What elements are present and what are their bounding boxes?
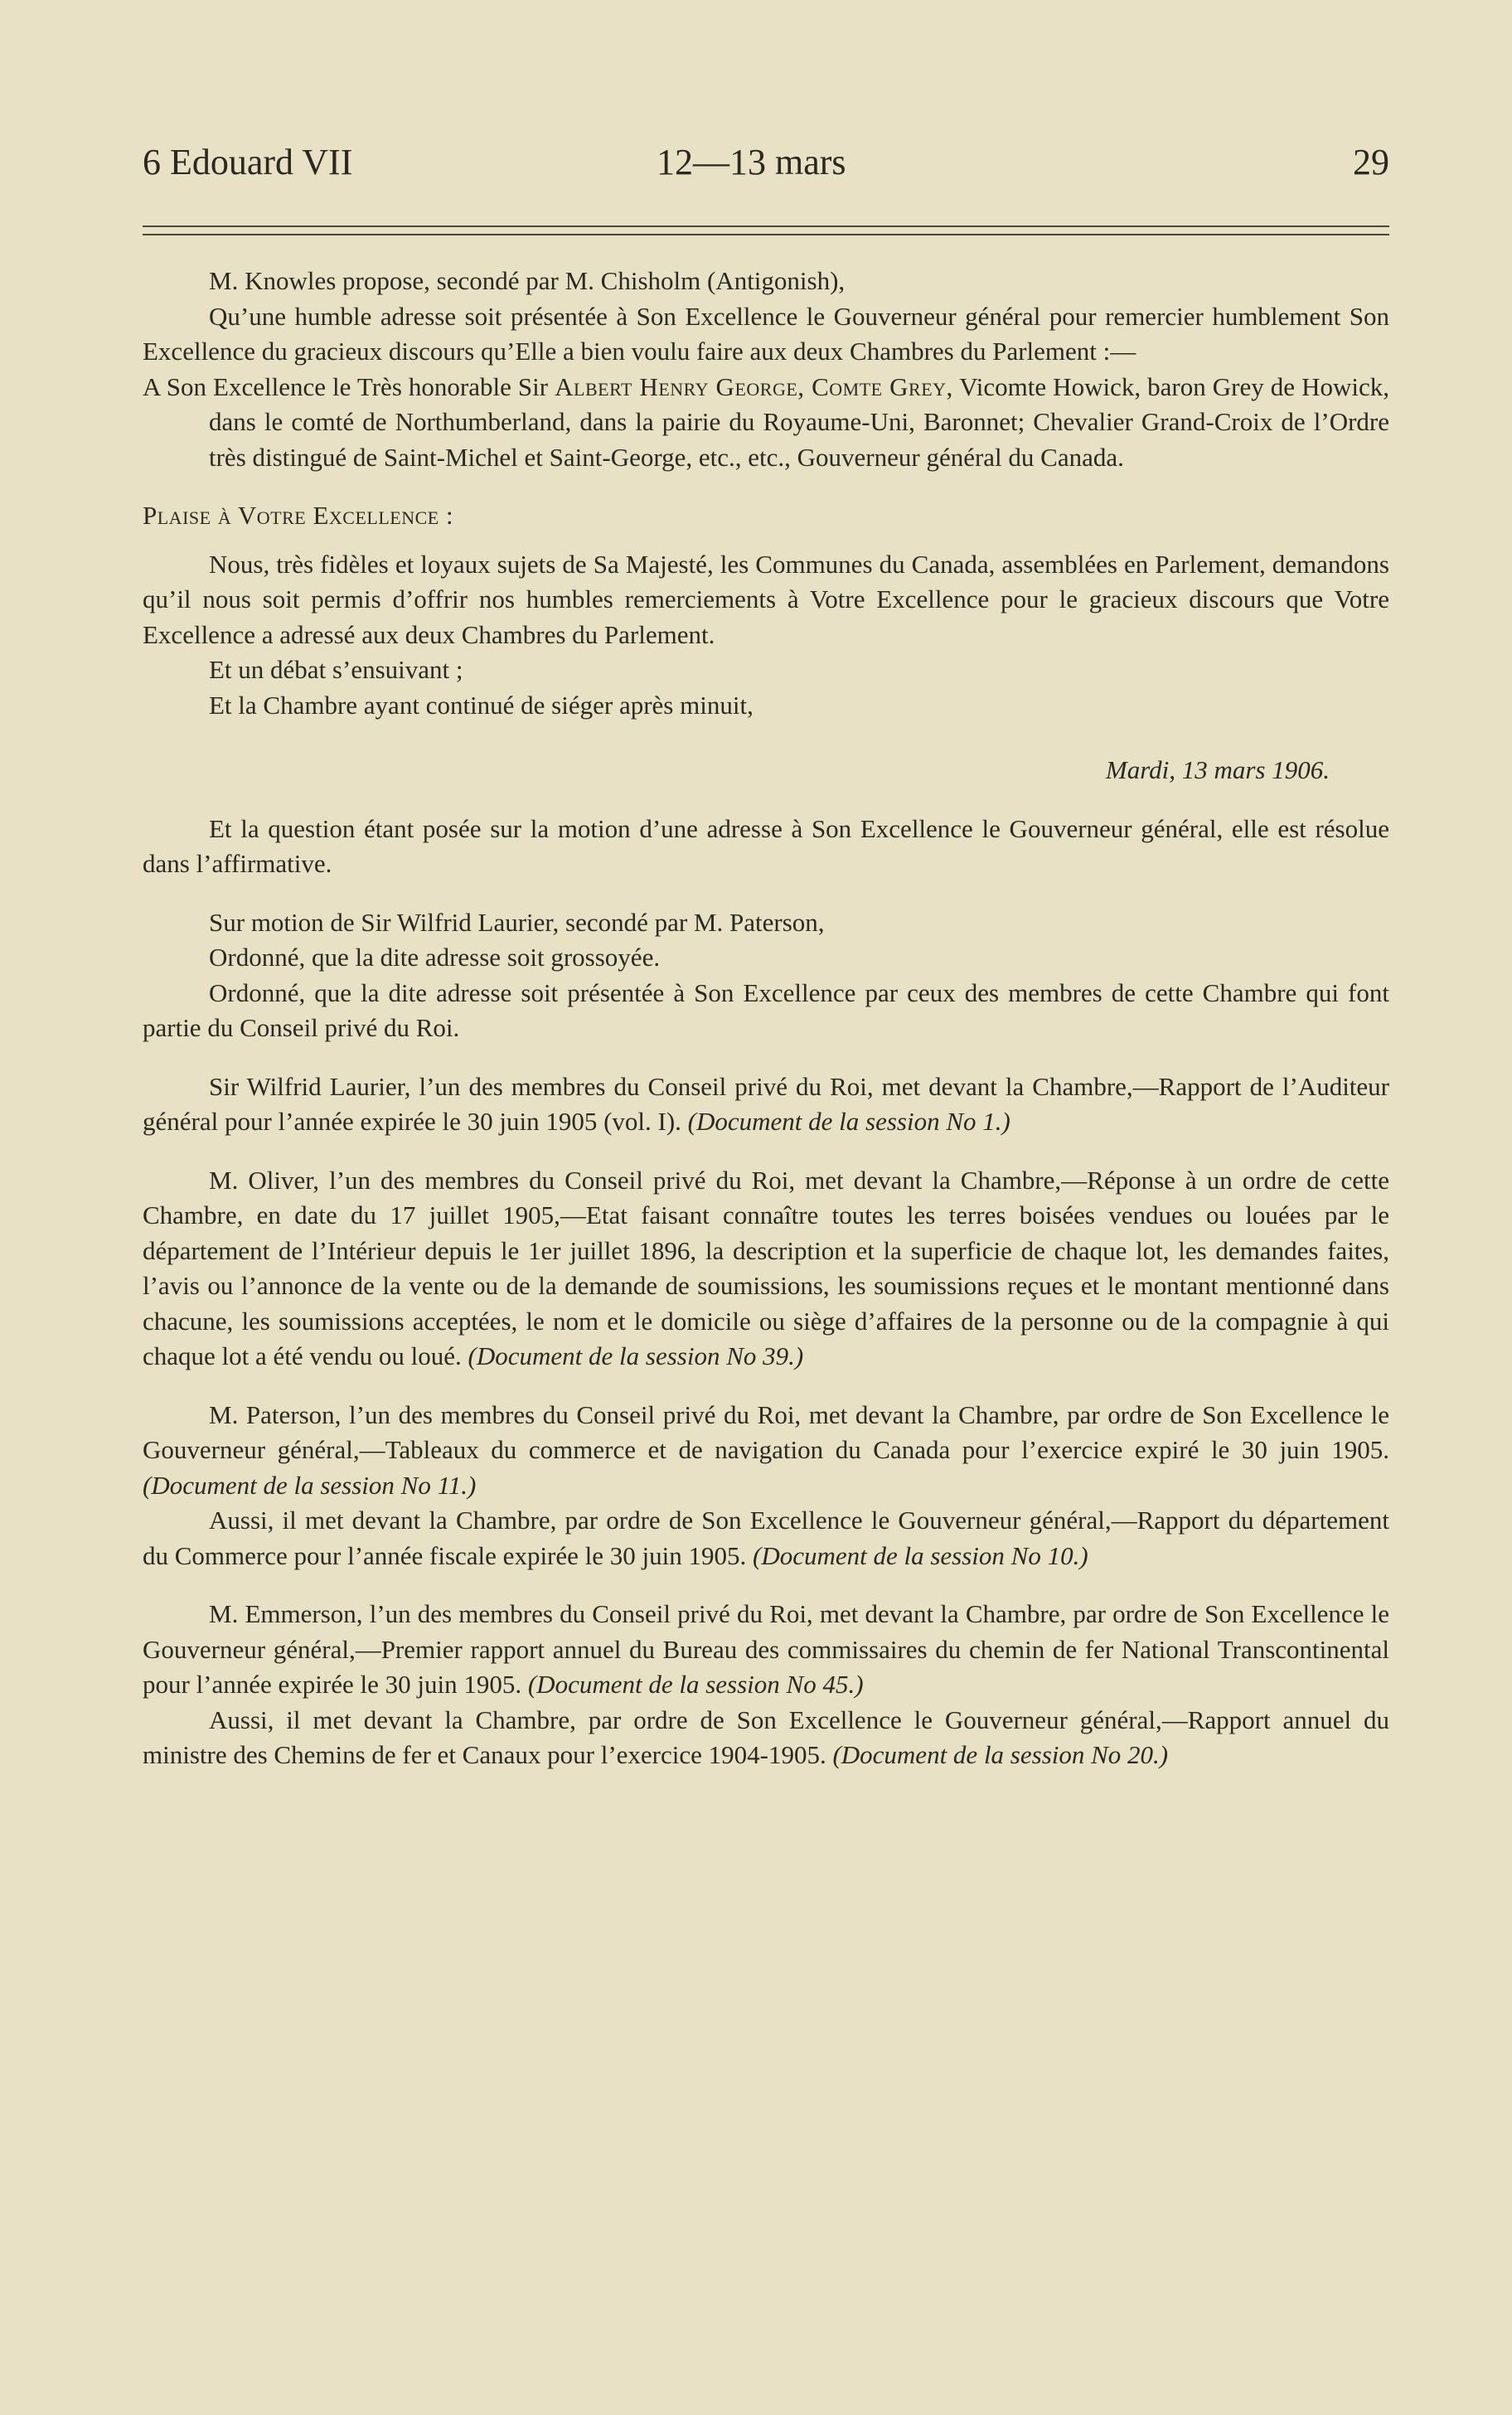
railways-report: Aussi, il met devant la Chambre, par ordre de Son Excellence le Gouverneur général,—Rapport annuel du ministre des Chemins de fer et Canaux pour l’exercice 1904-1905. (Document de la session No 20.): [143, 1705, 1389, 1769]
debate-line: Et un débat s’ensuivant ;: [209, 655, 463, 684]
document-ref: (Document de la session No 11.): [143, 1470, 477, 1500]
emmerson-report: M. Emmerson, l’un des membres du Conseil privé du Roi, met devant la Chambre, par ordre de Son Excellence le Gouverneur général,—Premier rapport annuel du Bureau des commissaires du chemin de fer National Transcontinental pour l’année expirée le 30 juin 1905. (Document de la session No 45.): [143, 1599, 1389, 1699]
paterson-tables: M. Paterson, l’un des membres du Conseil privé du Roi, met devant la Chambre, par ordre de Son Excellence le Gouverneur général,—Tableaux du commerce et de navigation du Canada pour l’exercice expiré le 30 juin 1905. (Document de la session No 11.): [143, 1399, 1389, 1500]
page-number: 29: [1353, 142, 1389, 182]
rule-line-2: [143, 234, 1389, 235]
sitting-date: Mardi, 13 mars 1906.: [1105, 755, 1330, 784]
document-ref: (Document de la session No 1.): [687, 1107, 1010, 1136]
sitting-line: Et la Chambre ayant continué de siéger après minuit,: [209, 690, 754, 720]
rule-line-1: [143, 225, 1389, 227]
order-present: Ordonné, que la dite adresse soit présentée à Son Excellence par ceux des membres de cette Chambre qui font partie du Conseil privé du Roi.: [143, 977, 1389, 1042]
header-rule: [143, 225, 1389, 235]
regnal-year: 6 Edouard VII: [143, 142, 353, 182]
address-motion: Qu’une humble adresse soit présentée à Son Excellence le Gouverneur général pour remercier humblement Son Excellence du gracieux discours qu’Elle a bien voulu faire aux deux Chambres du Parlement :—: [143, 301, 1389, 366]
address-heading: Plaise à Votre Excellence :: [143, 501, 454, 530]
document-body: [143, 264, 1389, 1773]
motion-laurier: Sur motion de Sir Wilfrid Laurier, secondé par M. Paterson,: [209, 907, 825, 937]
question-paragraph: Et la question étant posée sur la motion d’une adresse à Son Excellence le Gouverneur général, elle est résolue dans l’affirmative.: [143, 813, 1389, 878]
document-ref: (Document de la session No 45.): [527, 1670, 864, 1699]
laurier-report: Sir Wilfrid Laurier, l’un des membres du Conseil privé du Roi, met devant la Chambre,—Rapport de l’Auditeur général pour l’année expirée le 30 juin 1905 (vol. I). (Document de la session No 1.): [143, 1071, 1389, 1136]
motion-paragraph: M. Knowles propose, secondé par M. Chisholm (Antigonish),: [209, 266, 846, 295]
date-range: 12—13 mars: [657, 142, 846, 182]
document-ref: (Document de la session No 10.): [753, 1540, 1088, 1570]
governor-name: Albert Henry George, Comte Grey,: [555, 371, 953, 401]
document-ref: (Document de la session No 20.): [832, 1740, 1169, 1769]
running-header: [143, 141, 1389, 191]
document-ref: (Document de la session No 39.): [468, 1341, 804, 1370]
address-text: Nous, très fidèles et loyaux sujets de Sa Majesté, les Communes du Canada, assemblées en Parlement, demandons qu’il nous soit permis d’offrir nos humbles remerciements à Votre Excellence pour le gracieux discours que Votre Excellence a adressé aux deux Chambres du Parlement.: [143, 549, 1389, 649]
address-salutation: A Son Excellence le Très honorable Sir Albert Henry George, Comte Grey, Vicomte Howick, baron Grey de Howick, dans le comté de Northumberland, dans la pairie du Royaume-Uni, Baronnet; Chevalier Grand-Croix de l’Ordre très distingué de Saint-Michel et Saint-George, etc., etc., Gouverneur général du Canada.: [143, 371, 1389, 472]
commerce-report: Aussi, il met devant la Chambre, par ordre de Son Excellence le Gouverneur général,—Rapport du département du Commerce pour l’année fiscale expirée le 30 juin 1905. (Document de la session No 10.): [143, 1506, 1389, 1570]
oliver-return: M. Oliver, l’un des membres du Conseil privé du Roi, met devant la Chambre,—Réponse à un ordre de cette Chambre, en date du 17 juillet 1905,—Etat faisant connaître toutes les terres boisées vendues ou louées par le département de l’Intérieur depuis le 1er juillet 1896, la description et la superficie de chaque lot, les demandes faites, l’avis ou l’annonce de la vente ou de la demande de soumissions, les soumissions reçues et le montant mentionné dans chacune, les soumissions acceptées, le nom et le domicile ou siège d’affaires de la personne ou de la compagnie à qui chaque lot a été vendu ou loué. (Document de la session No 39.): [143, 1165, 1389, 1370]
order-engross: Ordonné, que la dite adresse soit grossoyée.: [209, 943, 661, 972]
